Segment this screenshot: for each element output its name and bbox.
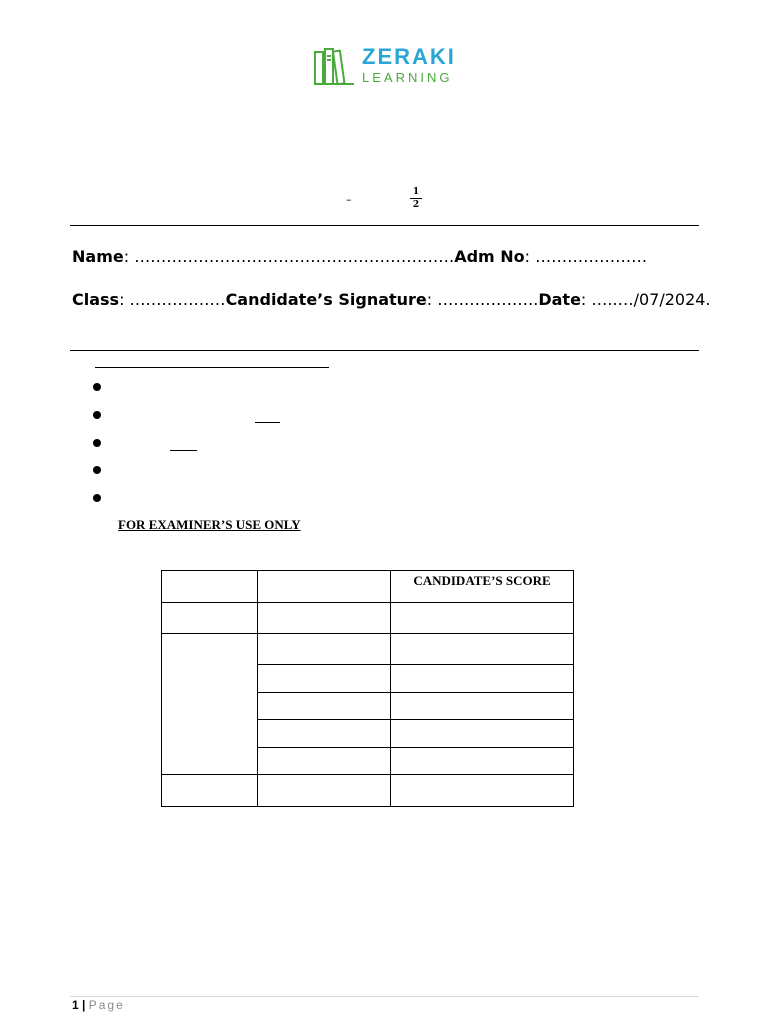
page-separator: | <box>82 998 86 1012</box>
date-label: Date <box>538 290 581 309</box>
adm-field[interactable]: : ………………… <box>524 247 648 266</box>
instruction-bullet <box>93 466 101 474</box>
page-footer <box>72 998 125 1012</box>
instruction-bullet <box>93 494 101 502</box>
top-divider <box>70 225 699 226</box>
score-input-cell[interactable] <box>391 665 574 693</box>
page-word: Page <box>88 998 125 1012</box>
instruction-bullet <box>93 411 101 419</box>
table-cell <box>258 665 391 693</box>
table-cell <box>258 720 391 748</box>
instruction-underline <box>170 450 197 451</box>
fraction-bar <box>410 198 422 199</box>
instructions-heading-underline <box>95 367 329 368</box>
score-input-cell[interactable] <box>391 775 574 807</box>
score-input-cell[interactable] <box>391 603 574 634</box>
name-field[interactable]: : …………………………………………………… <box>123 247 455 266</box>
score-input-cell[interactable] <box>391 693 574 720</box>
class-label: Class <box>72 290 120 309</box>
class-field[interactable]: : ……………… <box>119 290 226 309</box>
name-label: Name <box>72 247 124 266</box>
name-line <box>72 247 647 267</box>
page-number: 1 <box>72 998 79 1012</box>
table-row <box>162 571 574 603</box>
adm-label: Adm No <box>454 247 525 266</box>
score-input-cell[interactable] <box>391 720 574 748</box>
score-table <box>161 570 574 807</box>
table-cell <box>258 603 391 634</box>
date-field[interactable]: : …..…/07/2024. <box>580 290 711 309</box>
table-cell <box>258 748 391 775</box>
table-cell <box>258 571 391 603</box>
signature-field[interactable]: : ………………. <box>426 290 539 309</box>
header-fraction <box>409 187 423 210</box>
fraction-denominator: 2 <box>412 200 420 210</box>
table-cell <box>162 571 258 603</box>
table-row <box>162 603 574 634</box>
footer-divider <box>70 996 699 997</box>
header-dash: – <box>346 193 352 206</box>
table-row <box>162 775 574 807</box>
table-cell <box>162 775 258 807</box>
table-row <box>162 634 574 665</box>
books-icon <box>312 46 356 88</box>
signature-label: Candidate’s Signature <box>225 290 427 309</box>
score-header-cell: CANDIDATE’S SCORE <box>391 571 574 603</box>
logo-subtitle: LEARNING <box>362 70 453 85</box>
instruction-bullet <box>93 439 101 447</box>
instruction-bullet <box>93 383 101 391</box>
instruction-underline <box>255 422 280 423</box>
middle-divider <box>70 350 699 351</box>
table-cell <box>258 693 391 720</box>
class-line <box>72 290 711 310</box>
logo-wordmark: ZERAKI <box>362 44 456 69</box>
fraction-numerator: 1 <box>412 187 420 197</box>
score-input-cell[interactable] <box>391 748 574 775</box>
table-cell-merged <box>162 634 258 775</box>
table-cell <box>258 775 391 807</box>
table-cell <box>258 634 391 665</box>
score-input-cell[interactable] <box>391 634 574 665</box>
examiner-heading: FOR EXAMINER’S USE ONLY <box>118 517 301 532</box>
table-cell <box>162 603 258 634</box>
